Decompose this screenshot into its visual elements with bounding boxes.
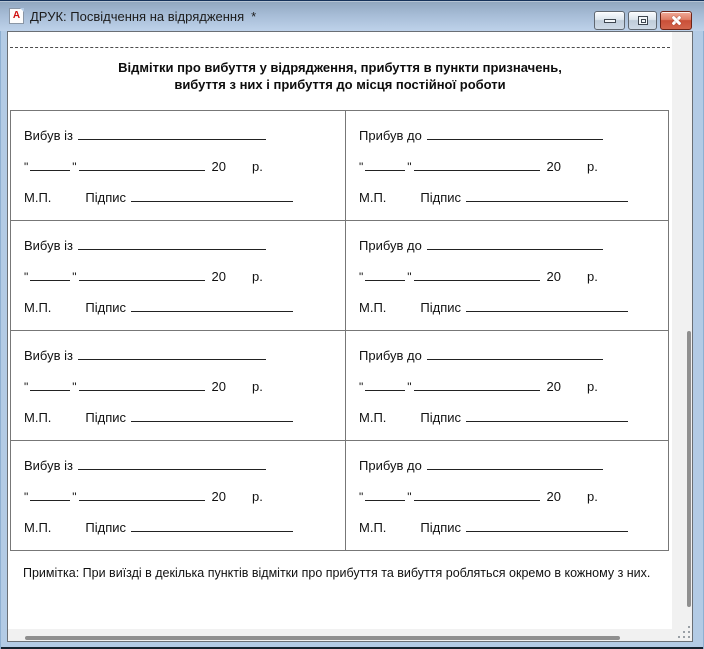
- blank-line: [131, 199, 293, 202]
- blank-line: [414, 168, 540, 171]
- blank-line: [30, 498, 70, 501]
- signature-label: Підпис: [85, 190, 127, 205]
- blank-line: [30, 278, 70, 281]
- marks-table: [10, 110, 669, 551]
- blank-line: [79, 498, 205, 501]
- year-prefix: 20: [211, 489, 226, 504]
- year-prefix: 20: [546, 489, 561, 504]
- year-prefix: 20: [211, 379, 226, 394]
- close-button[interactable]: [660, 11, 692, 30]
- restore-icon: [638, 16, 648, 25]
- year-prefix: 20: [211, 269, 226, 284]
- minimize-icon: [604, 19, 616, 23]
- arrival-cell: [346, 111, 668, 220]
- departure-cell: [11, 441, 346, 550]
- blank-line: [30, 388, 70, 391]
- departure-cell: [11, 221, 346, 330]
- date-line: [24, 379, 345, 395]
- resize-grip[interactable]: [678, 627, 690, 639]
- arrival-label: Прибув до: [359, 458, 422, 473]
- quote-mark: ": [359, 380, 364, 394]
- signature-label: Підпис: [420, 190, 462, 205]
- note-text: Примітка: При виїзді в декілька пунктів відмітки про прибуття та вибуття робляться окремо в кожному з них.: [23, 566, 651, 580]
- blank-line: [414, 388, 540, 391]
- stamp-label: М.П.: [24, 520, 52, 535]
- departure-label: Вибув із: [24, 348, 73, 363]
- year-suffix: р.: [252, 159, 263, 174]
- date-line: [359, 159, 668, 175]
- year-prefix: 20: [211, 159, 226, 174]
- blank-line: [466, 529, 628, 532]
- blank-line: [79, 388, 205, 391]
- quote-mark: ": [72, 160, 77, 174]
- date-line: [24, 159, 345, 175]
- window-controls: [594, 11, 692, 30]
- signature-line: [24, 190, 345, 206]
- stamp-label: М.П.: [24, 190, 52, 205]
- stamp-label: М.П.: [359, 410, 387, 425]
- blank-line: [427, 137, 603, 140]
- blank-line: [466, 199, 628, 202]
- year-prefix: 20: [546, 159, 561, 174]
- table-row: [11, 220, 668, 330]
- vertical-scrollbar-thumb[interactable]: [687, 331, 691, 607]
- blank-line: [414, 498, 540, 501]
- blank-line: [427, 467, 603, 470]
- quote-mark: ": [359, 270, 364, 284]
- year-prefix: 20: [546, 379, 561, 394]
- horizontal-scrollbar-thumb[interactable]: [25, 636, 620, 640]
- blank-line: [466, 309, 628, 312]
- quote-mark: ": [72, 270, 77, 284]
- stamp-label: М.П.: [24, 300, 52, 315]
- year-prefix: 20: [546, 269, 561, 284]
- quote-mark: ": [72, 380, 77, 394]
- arrival-cell: [346, 331, 668, 440]
- close-icon: [671, 15, 682, 26]
- blank-line: [414, 278, 540, 281]
- year-suffix: р.: [587, 159, 598, 174]
- year-suffix: р.: [252, 379, 263, 394]
- arrival-line: [359, 348, 668, 364]
- table-row: [11, 111, 668, 220]
- stamp-label: М.П.: [359, 190, 387, 205]
- quote-mark: ": [359, 160, 364, 174]
- departure-cell: [11, 331, 346, 440]
- modified-marker: *: [251, 8, 257, 24]
- departure-line: [24, 348, 345, 364]
- blank-line: [365, 388, 405, 391]
- date-line: [24, 489, 345, 505]
- departure-label: Вибув із: [24, 238, 73, 253]
- quote-mark: ": [359, 490, 364, 504]
- signature-label: Підпис: [85, 520, 127, 535]
- signature-label: Підпис: [420, 300, 462, 315]
- signature-line: [24, 520, 345, 536]
- blank-line: [78, 467, 266, 470]
- vertical-scrollbar[interactable]: [672, 32, 692, 629]
- departure-cell: [11, 111, 346, 220]
- signature-label: Підпис: [420, 520, 462, 535]
- departure-line: [24, 458, 345, 474]
- departure-label: Вибув із: [24, 458, 73, 473]
- blank-line: [79, 278, 205, 281]
- quote-mark: ": [24, 490, 29, 504]
- year-suffix: р.: [587, 269, 598, 284]
- departure-line: [24, 238, 345, 254]
- signature-label: Підпис: [85, 300, 127, 315]
- heading-line-1: Відмітки про вибуття у відрядження, прибуття в пункти призначень,: [118, 60, 562, 75]
- table-row: [11, 330, 668, 440]
- signature-line: [24, 410, 345, 426]
- document-heading: [8, 59, 672, 93]
- blank-line: [30, 168, 70, 171]
- blank-line: [131, 309, 293, 312]
- stamp-label: М.П.: [359, 300, 387, 315]
- blank-line: [365, 278, 405, 281]
- heading-line-2: вибуття з них і прибуття до місця постійної роботи: [174, 77, 506, 92]
- window-title: ДРУК: Посвідчення на відрядження *: [30, 8, 257, 24]
- year-suffix: р.: [252, 269, 263, 284]
- app-icon[interactable]: [9, 8, 24, 24]
- document-page: [8, 32, 672, 629]
- arrival-line: [359, 128, 668, 144]
- blank-line: [427, 247, 603, 250]
- blank-line: [466, 419, 628, 422]
- arrival-cell: [346, 221, 668, 330]
- quote-mark: ": [407, 270, 412, 284]
- year-suffix: р.: [252, 489, 263, 504]
- minimize-button[interactable]: [594, 11, 625, 30]
- titlebar[interactable]: [0, 0, 704, 31]
- blank-line: [131, 419, 293, 422]
- blank-line: [427, 357, 603, 360]
- stamp-label: М.П.: [24, 410, 52, 425]
- quote-mark: ": [24, 380, 29, 394]
- departure-label: Вибув із: [24, 128, 73, 143]
- app-icon-letter: A: [12, 10, 21, 21]
- blank-line: [79, 168, 205, 171]
- table-row: [11, 440, 668, 550]
- quote-mark: ": [24, 160, 29, 174]
- signature-line: [24, 300, 345, 316]
- date-line: [359, 269, 668, 285]
- quote-mark: ": [24, 270, 29, 284]
- date-line: [359, 489, 668, 505]
- signature-line: [359, 410, 668, 426]
- signature-label: Підпис: [85, 410, 127, 425]
- blank-line: [78, 247, 266, 250]
- horizontal-scrollbar[interactable]: [8, 629, 692, 641]
- arrival-line: [359, 458, 668, 474]
- signature-line: [359, 300, 668, 316]
- blank-line: [131, 529, 293, 532]
- restore-button[interactable]: [628, 11, 657, 30]
- quote-mark: ": [407, 490, 412, 504]
- arrival-cell: [346, 441, 668, 550]
- stamp-label: М.П.: [359, 520, 387, 535]
- blank-line: [78, 357, 266, 360]
- page-break-dashed-line: [10, 47, 670, 48]
- signature-line: [359, 190, 668, 206]
- blank-line: [365, 498, 405, 501]
- date-line: [24, 269, 345, 285]
- arrival-label: Прибув до: [359, 238, 422, 253]
- date-line: [359, 379, 668, 395]
- blank-line: [365, 168, 405, 171]
- quote-mark: ": [407, 160, 412, 174]
- departure-line: [24, 128, 345, 144]
- year-suffix: р.: [587, 489, 598, 504]
- signature-line: [359, 520, 668, 536]
- year-suffix: р.: [587, 379, 598, 394]
- print-preview-area: [7, 31, 693, 642]
- arrival-line: [359, 238, 668, 254]
- quote-mark: ": [407, 380, 412, 394]
- blank-line: [78, 137, 266, 140]
- signature-label: Підпис: [420, 410, 462, 425]
- arrival-label: Прибув до: [359, 348, 422, 363]
- arrival-label: Прибув до: [359, 128, 422, 143]
- quote-mark: ": [72, 490, 77, 504]
